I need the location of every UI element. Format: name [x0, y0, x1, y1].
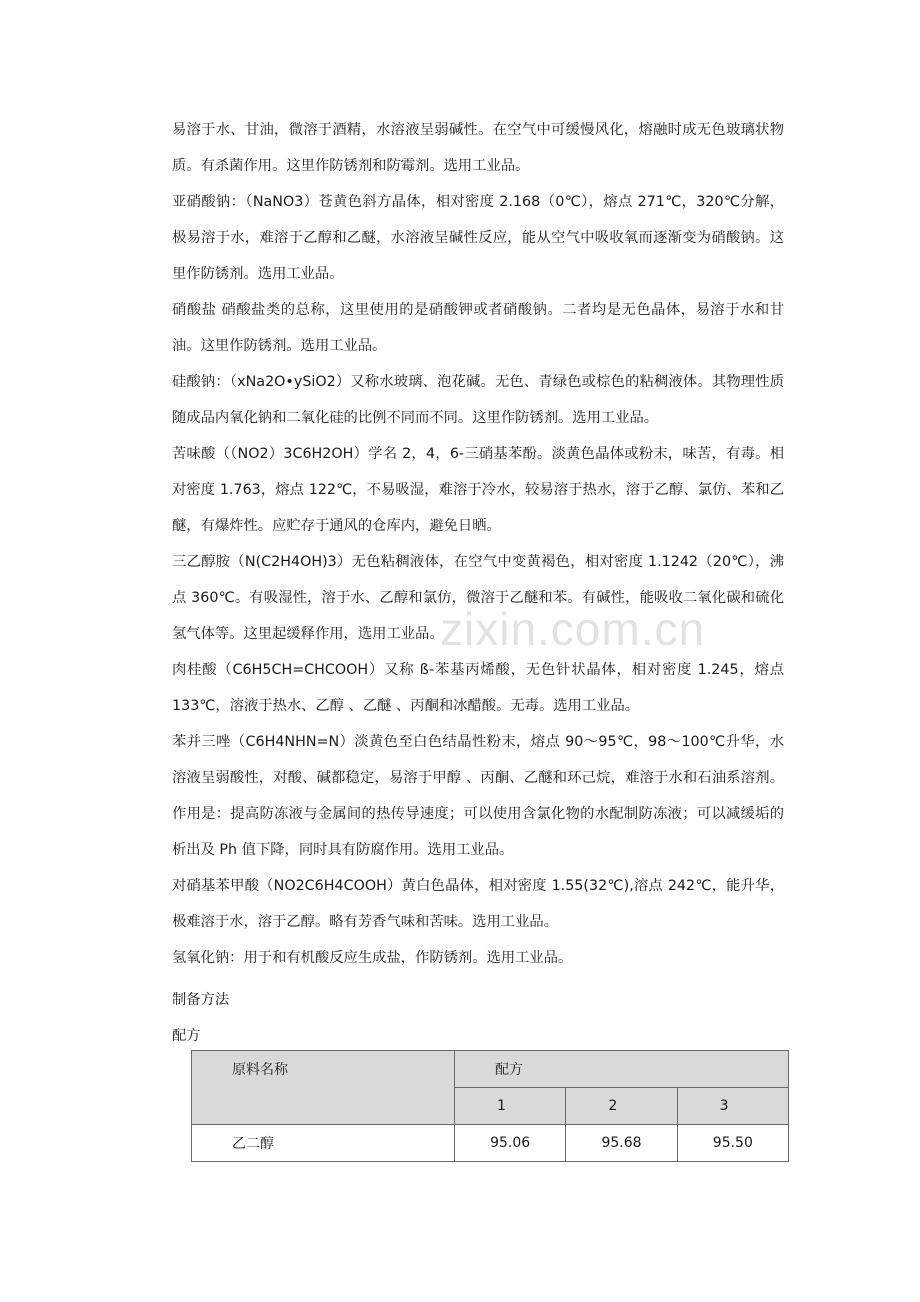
subheader-cell-2: 2 — [566, 1088, 677, 1125]
table-header-row — [192, 1051, 789, 1088]
heading-preparation-method: 制备方法 — [172, 992, 230, 1008]
cell-value: 95.06 — [455, 1125, 566, 1162]
subheader-cell-3: 3 — [677, 1088, 788, 1125]
heading-formula: 配方 — [172, 1028, 201, 1044]
paragraph-nitrate: 硝酸盐 硝酸盐类的总称，这里使用的是硝酸钾或者硝酸钠。二者均是无色晶体，易溶于水和甘油。这里作防锈剂。选用工业品。 — [172, 302, 784, 354]
paragraph-nitrobenzoic-acid: 对硝基苯甲酸（NO2C6H4COOH）黄白色晶体，相对密度 1.55(32℃),溶点 242℃，能升华，极难溶于水，溶于乙醇。略有芳香气味和苦味。选用工业品。 — [172, 878, 784, 930]
cell-value: 95.68 — [566, 1125, 677, 1162]
paragraph-sodium-nitrite: 亚硝酸钠：（NaNO3）苍黄色斜方晶体，相对密度 2.168（0℃），熔点 271℃，320℃分解，极易溶于水，难溶于乙醇和乙醚，水溶液呈碱性反应，能从空气中吸收氧而逐渐变为硝酸钠。这里作防锈剂。选用工业品。 — [172, 194, 784, 282]
paragraph-sodium-hydroxide: 氢氧化钠：用于和有机酸反应生成盐，作防锈剂。选用工业品。 — [172, 950, 573, 966]
cell-value: 95.50 — [677, 1125, 788, 1162]
paragraph-triethanolamine: 三乙醇胺（N(C2H4OH)3）无色粘稠液体，在空气中变黄褐色，相对密度 1.1242（20℃），沸点 360℃。有吸湿性，溶于水、乙醇和氯仿，微溶于乙醚和苯。有碱性，能吸收二氧化碳和硫化氢气体等。这里起缓释作用，选用工业品。 — [172, 554, 784, 642]
header-cell-formula: 配方 — [455, 1051, 789, 1088]
table-row — [192, 1125, 789, 1162]
paragraph-benzotriazole: 苯并三唑（C6H4NHN=N）淡黄色至白色结晶性粉末，熔点 90～95℃，98～100℃升华，水溶液呈弱酸性，对酸、碱都稳定，易溶于甲醇 、丙酮、乙醚和环己烷，难溶于水和石油系溶剂。作用是：提高防冻液与金属间的热传导速度；可以使用含氯化物的水配制防冻液；可以减缓垢的析出及 Ph 值下降，同时具有防腐作用。选用工业品。 — [172, 734, 784, 858]
paragraph-cinnamic-acid: 肉桂酸（C6H5CH=CHCOOH）又称 ß-苯基丙烯酸，无色针状晶体，相对密度 1.245，熔点 133℃，溶液于热水、乙醇 、乙醚 、丙酮和冰醋酸。无毒。选用工业品。 — [172, 662, 784, 714]
subheader-cell-1: 1 — [455, 1088, 566, 1125]
formula-table — [191, 1050, 789, 1162]
header-cell-ingredient-name: 原料名称 — [192, 1051, 455, 1125]
paragraph-borax-properties: 易溶于水、甘油，微溶于酒精，水溶液呈弱碱性。在空气中可缓慢风化，熔融时成无色玻璃状物质。有杀菌作用。这里作防锈剂和防霉剂。选用工业品。 — [172, 122, 784, 174]
cell-ingredient-name: 乙二醇 — [192, 1125, 455, 1162]
paragraph-sodium-silicate: 硅酸钠：（xNa2O•ySiO2）又称水玻璃、泡花碱。无色、青绿色或棕色的粘稠液体。其物理性质随成品内氧化钠和二氧化硅的比例不同而不同。这里作防锈剂。选用工业品。 — [172, 374, 784, 426]
paragraph-picric-acid: 苦味酸（（NO2）3C6H2OH）学名 2，4，6-三硝基苯酚。淡黄色晶体或粉末，味苦，有毒。相对密度 1.763，熔点 122℃，不易吸湿，难溶于冷水，较易溶于热水，溶于乙醇、氯仿、苯和乙醚，有爆炸性。应贮存于通风的仓库内，避免日晒。 — [172, 446, 784, 534]
watermark: zixin.com.cn — [440, 603, 706, 655]
